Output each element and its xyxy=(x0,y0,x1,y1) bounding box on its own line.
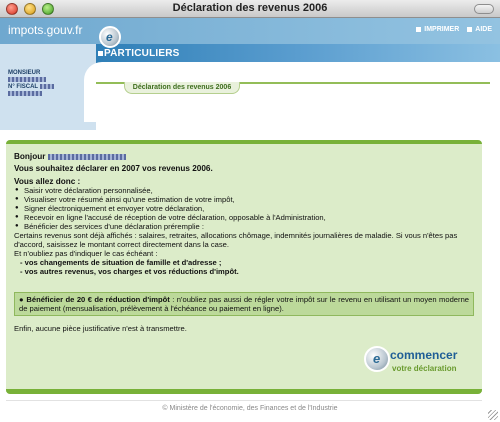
list-item: ● Visualiser votre résumé ainsi qu'une estimation de votre impôt, xyxy=(14,195,474,204)
start-declaration-button[interactable] xyxy=(364,340,472,382)
promo-strong: Bénéficier de 20 € de réduction d'impôt xyxy=(26,295,170,304)
promo-box xyxy=(14,292,474,316)
main-content xyxy=(14,152,474,276)
taxpayer-identity xyxy=(8,70,54,98)
list-item: ● Recevoir en ligne l'accusé de réception de votre déclaration, opposable à l'Administration, xyxy=(14,213,474,222)
taxpayer-title-label: MONSIEUR xyxy=(8,70,41,76)
list-item: ● Bénéficier des services d'une déclaration préremplie : xyxy=(14,222,474,231)
redacted-name xyxy=(8,77,46,82)
site-header xyxy=(0,18,500,130)
closing-text: Enfin, aucune pièce justificative n'est à transmettre. xyxy=(14,324,187,333)
greeting-label: Bonjour xyxy=(14,152,46,161)
top-links xyxy=(416,26,492,33)
start-button-label: commencer xyxy=(390,348,458,362)
help-link[interactable] xyxy=(467,26,492,33)
window-title: Déclaration des revenus 2006 xyxy=(172,2,328,14)
breadcrumb-tab: Déclaration des revenus 2006 xyxy=(124,82,240,94)
redacted-fiscal-number-2 xyxy=(8,91,42,96)
promo-bullet-icon: ● xyxy=(19,295,27,304)
toolbar-toggle-button[interactable] xyxy=(474,4,494,14)
promo-text: : n'oubliez pas aussi de régler votre impôt sur le revenu en utilisant un moyen moderne de paiement (mensualisation, prélèvement à l'échéance ou paiement en ligne). xyxy=(19,295,470,313)
cta-mark: e xyxy=(373,351,381,366)
reminder-intro: Et n'oubliez pas d'indiquer le cas échéant : xyxy=(14,249,158,258)
intro: Vous allez donc : xyxy=(14,177,81,186)
redacted-fiscal-number xyxy=(40,84,54,89)
bullet-square-icon xyxy=(467,27,472,32)
section-bullet-icon xyxy=(98,51,103,56)
bullet-square-icon xyxy=(416,27,421,32)
footer-copyright: © Ministère de l'économie, des Finances et de l'Industrie xyxy=(162,405,338,412)
print-link-label: IMPRIMER xyxy=(424,26,460,33)
action-list xyxy=(14,186,474,231)
e-logo-icon xyxy=(364,346,390,372)
window-titlebar xyxy=(0,0,500,18)
main-panel xyxy=(6,140,482,392)
start-button-sublabel: votre déclaration xyxy=(392,364,457,373)
reminder-item: - vos autres revenus, vos charges et vos réductions d'impôt. xyxy=(20,267,239,276)
footer-divider xyxy=(6,400,482,401)
greeting xyxy=(14,152,474,161)
fiscal-number-label: N° FISCAL xyxy=(8,84,38,91)
main-panel-bottom-bar xyxy=(6,389,482,394)
help-link-label: AIDE xyxy=(475,26,492,33)
list-item: ● Saisir votre déclaration personnalisée, xyxy=(14,186,474,195)
site-logo-text[interactable]: impots.gouv.fr xyxy=(8,23,83,37)
e-logo-icon xyxy=(99,26,121,48)
resize-grip-icon[interactable] xyxy=(488,410,498,420)
section-title: PARTICULIERS xyxy=(104,48,180,59)
headline: Vous souhaitez déclarer en 2007 vos revenus 2006. xyxy=(14,164,213,173)
reminder-item: - vos changements de situation de famille et d'adresse ; xyxy=(20,258,222,267)
list-item: ● Signer électroniquement et envoyer votre déclaration, xyxy=(14,204,474,213)
top-band xyxy=(0,18,500,44)
redacted-user-name xyxy=(48,154,126,160)
logo-mark: e xyxy=(106,30,113,44)
print-link[interactable] xyxy=(416,26,459,33)
prefill-note: Certains revenus sont déjà affichés : salaires, retraites, allocations chômage, indemnités journalières de maladie. Si vous n'êtes pas d'accord, saisissez le montant correct directement dans la case. xyxy=(14,231,458,249)
